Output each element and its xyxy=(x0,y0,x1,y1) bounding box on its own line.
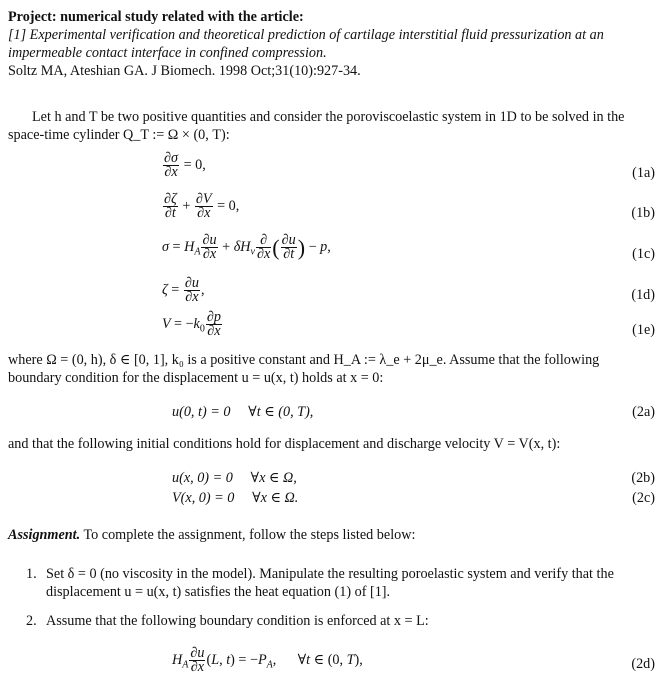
equation-1c: $\sigma = H_A$ $\frac{\partial u}{\partial x}$ + $\delta H_v$ $\frac{\partial}{\partial x}$ ( $\frac{\partial u}{\partial t}$ ) − p, xyxy=(162,232,331,262)
equation-2b-tag: (2b) xyxy=(631,470,655,486)
equation-2c-tag: (2c) xyxy=(632,490,655,506)
step-2-number: 2. xyxy=(26,613,37,629)
intro-line2: space-time cylinder Q_T := Ω × (0, T): xyxy=(8,127,230,143)
equation-2d: $H_A$ $\frac{\partial u}{\partial x}$ (L, $t) = -P_A$, ∀t ∈ (0, T), xyxy=(172,645,363,675)
step-1-line1: Set δ = 0 (no viscosity in the model). Manipulate the resulting poroelastic system and verify that the xyxy=(46,566,614,582)
equation-1d-tag: (1d) xyxy=(631,287,655,303)
equation-2a-tag: (2a) xyxy=(632,404,655,420)
intro-line1: Let h and T be two positive quantities and consider the poroviscoelastic system in 1D to be solved in the xyxy=(32,109,625,125)
equation-2d-tag: (2d) xyxy=(631,656,655,672)
equation-2a: u(0, t) = 0 ∀t ∈ (0, T), xyxy=(172,404,314,420)
equation-1d: ζ = $\frac{\partial u}{\partial x}$ , xyxy=(162,275,205,305)
list-item-step-1 xyxy=(26,566,656,602)
citation: Soltz MA, Ateshian GA. J Biomech. 1998 Oct;31(10):927-34. xyxy=(8,63,361,79)
where-line1: where Ω = (0, h), δ ∈ [0, 1], k₀ is a positive constant and H_A := λ_e + 2μ_e. Assume that the following xyxy=(8,352,600,368)
step-1-line2: displacement u = u(x, t) satisfies the heat equation (1) of [1]. xyxy=(46,584,391,600)
reference-title-line1: [1] Experimental verification and theoretical prediction of cartilage interstitial fluid pressurization at an xyxy=(8,27,604,43)
where-line2: boundary condition for the displacement u = u(x, t) holds at x = 0: xyxy=(8,370,384,386)
list-item-step-2 xyxy=(26,613,656,631)
equation-2b: u(x, 0) = 0 ∀x ∈ Ω, xyxy=(172,470,297,486)
assignment-paragraph xyxy=(8,527,415,544)
equation-1b-tag: (1b) xyxy=(631,205,655,221)
assignment-label: Assignment. xyxy=(8,527,81,543)
step-2-line1: Assume that the following boundary condition is enforced at x = L: xyxy=(46,613,429,629)
equation-2c: V(x, 0) = 0 ∀x ∈ Ω. xyxy=(172,490,299,506)
initial-conditions-intro: and that the following initial conditions hold for displacement and discharge velocity V = V(x, t): xyxy=(8,436,561,452)
equation-1a-tag: (1a) xyxy=(632,165,655,181)
equation-1a: $\frac{\partial\sigma}{\partial x}$ = 0, xyxy=(164,150,206,180)
project-title: Project: numerical study related with the article: xyxy=(8,9,304,25)
reference-title-line2: impermeable contact interface in confined compression. xyxy=(8,45,327,61)
assignment-text: To complete the assignment, follow the steps listed below: xyxy=(83,527,416,543)
equation-1b: $\frac{\partial\zeta}{\partial t}$ + $\frac{\partial V}{\partial x}$ = 0, xyxy=(164,191,240,221)
equation-1c-tag: (1c) xyxy=(632,246,655,262)
equation-1e-tag: (1e) xyxy=(632,322,655,338)
step-1-number: 1. xyxy=(26,566,37,582)
equation-1e: $V = -k_0$ $\frac{\partial p}{\partial x}$ xyxy=(162,309,221,339)
